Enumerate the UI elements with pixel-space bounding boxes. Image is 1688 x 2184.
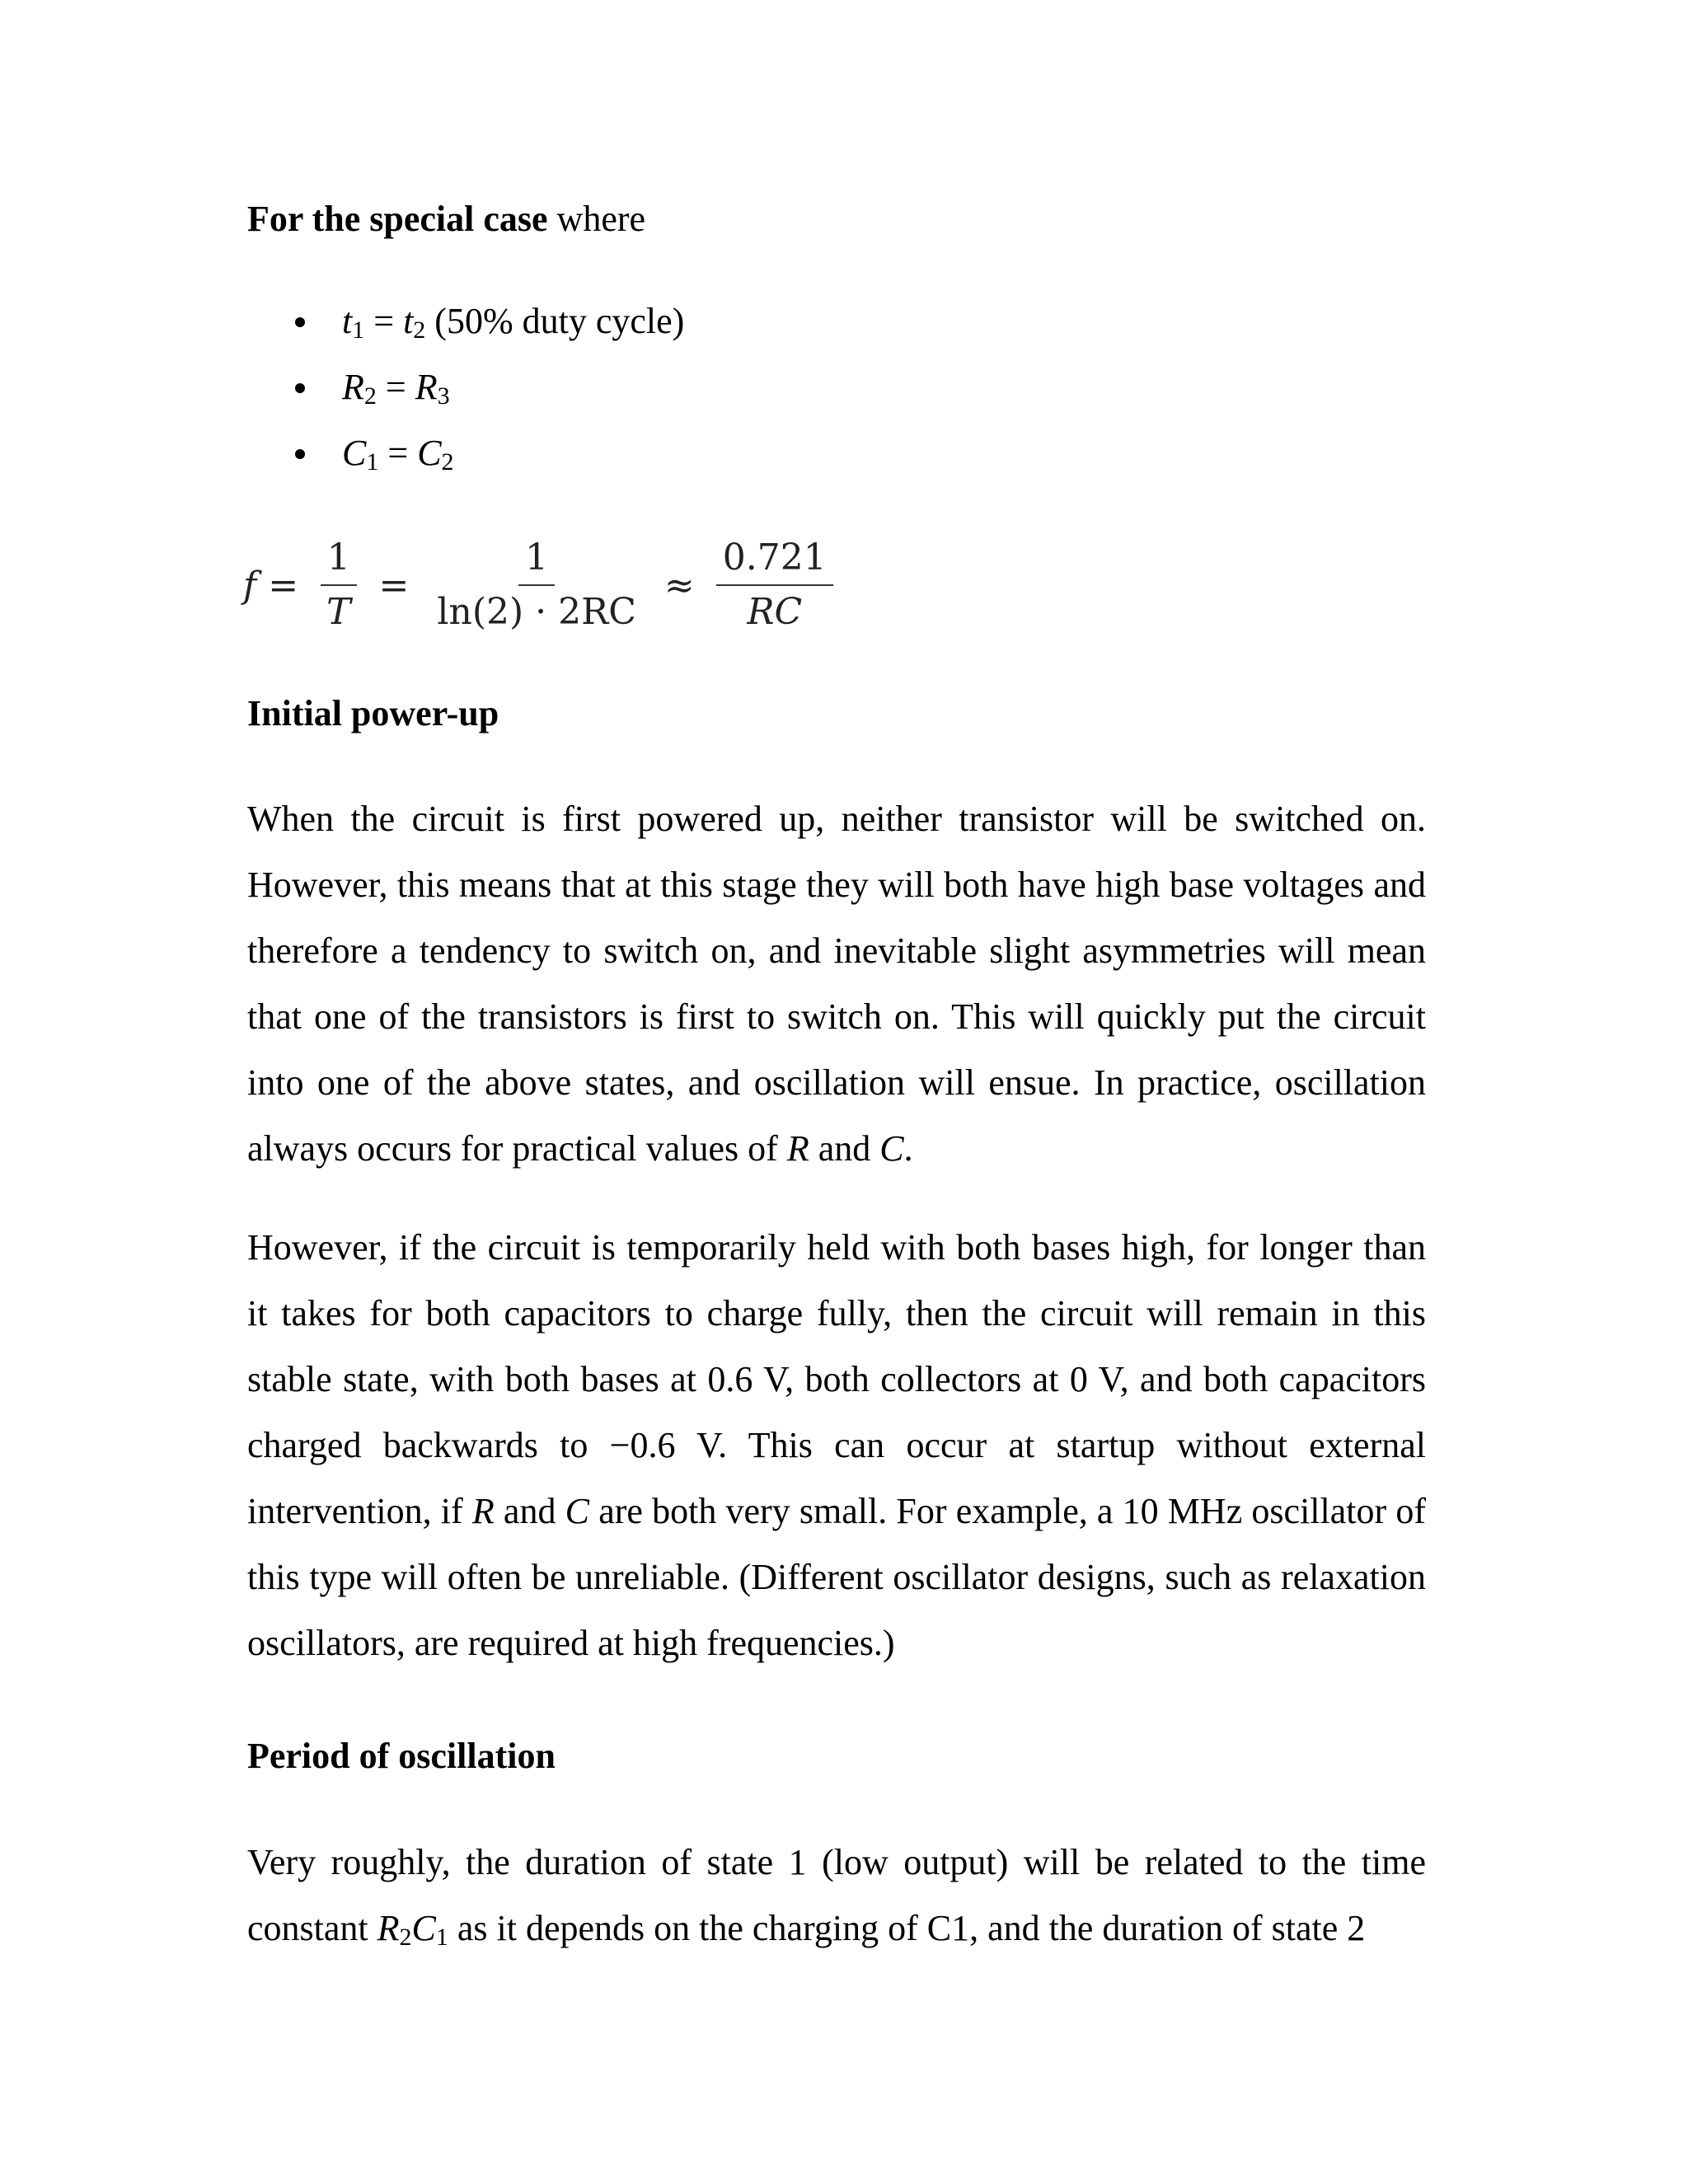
list-item <box>247 363 684 429</box>
var: t <box>342 301 353 341</box>
fraction-approx <box>716 535 833 635</box>
formula-equals: = <box>378 564 410 607</box>
var: C <box>417 433 442 473</box>
equals: = <box>364 301 404 341</box>
var: C <box>411 1908 436 1948</box>
section-heading: Initial power-up <box>247 693 499 733</box>
list-item <box>247 429 684 494</box>
fraction-1-over-t <box>320 535 357 635</box>
denominator: RC <box>747 591 803 633</box>
note: (50% duty cycle) <box>425 301 685 341</box>
subscript: 1 <box>435 1924 448 1951</box>
numerator: 0.721 <box>716 535 833 586</box>
paragraph <box>247 786 1426 1182</box>
text: . <box>903 1128 913 1169</box>
denominator: ln(2) · 2RC <box>437 591 636 633</box>
text: When the circuit is first powered up, neither transistor will be switched on. However, this means that at this stage they will both have high base voltages and therefore a tendency to switch on, and inevitable slight asymmetries will mean that one of the transistors is first to switch on. This will quickly put the circuit into one of the above states, and oscillation will ensue. In practice, oscillation always occurs for practical values of <box>247 799 1426 1169</box>
frequency-formula <box>243 527 843 643</box>
var: R <box>377 1908 400 1948</box>
subscript: 2 <box>413 316 426 344</box>
text: and <box>809 1128 880 1169</box>
var: R <box>471 1491 495 1531</box>
numerator: 1 <box>518 535 555 586</box>
formula-equals: = <box>268 564 299 607</box>
var: C <box>565 1491 590 1531</box>
section-heading: Period of oscillation <box>247 1736 556 1776</box>
denominator: T <box>326 591 351 633</box>
paragraph <box>247 1830 1426 1961</box>
text: are both very small. For example, a 10 MHz oscillator of this type will often be unreliable. (Different oscillator designs, such as relaxation oscillators, are required at high frequencies.) <box>247 1491 1426 1663</box>
intro-bold: For the special case <box>247 199 548 239</box>
intro-rest: where <box>547 199 646 239</box>
text: as it depends on the charging of C1, and the duration of state 2 <box>448 1908 1366 1948</box>
var: R <box>342 367 364 407</box>
var: R <box>786 1128 809 1169</box>
text: However, if the circuit is temporarily held with both bases high, for longer than it takes for both capacitors to charge fully, then the circuit will remain in this stable state, with both bases at 0.6 V, both collectors at 0 V, and both capacitors charged backwards to −0.6 V. This can occur at startup without external intervention, if <box>247 1227 1426 1531</box>
subscript: 2 <box>399 1924 412 1951</box>
paragraph <box>247 1215 1426 1676</box>
intro-line <box>247 194 645 244</box>
text: Very roughly, the duration of state 1 (low output) will be related to the time constant <box>247 1842 1426 1948</box>
subscript: 3 <box>437 382 450 410</box>
fraction-ln2 <box>430 535 642 635</box>
text: and <box>494 1491 565 1531</box>
formula-approx: ≈ <box>663 564 695 607</box>
special-case-list <box>247 297 684 494</box>
equals: = <box>376 367 415 407</box>
subscript: 2 <box>441 448 454 476</box>
subscript: 2 <box>363 382 377 410</box>
formula-lhs: f <box>243 564 257 607</box>
var: C <box>342 433 367 473</box>
subscript: 1 <box>366 448 379 476</box>
var: t <box>403 301 414 341</box>
var: R <box>415 367 438 407</box>
subscript: 1 <box>352 316 365 344</box>
list-item <box>247 297 684 363</box>
equals: = <box>378 433 418 473</box>
numerator: 1 <box>321 535 357 586</box>
var: C <box>879 1128 904 1169</box>
